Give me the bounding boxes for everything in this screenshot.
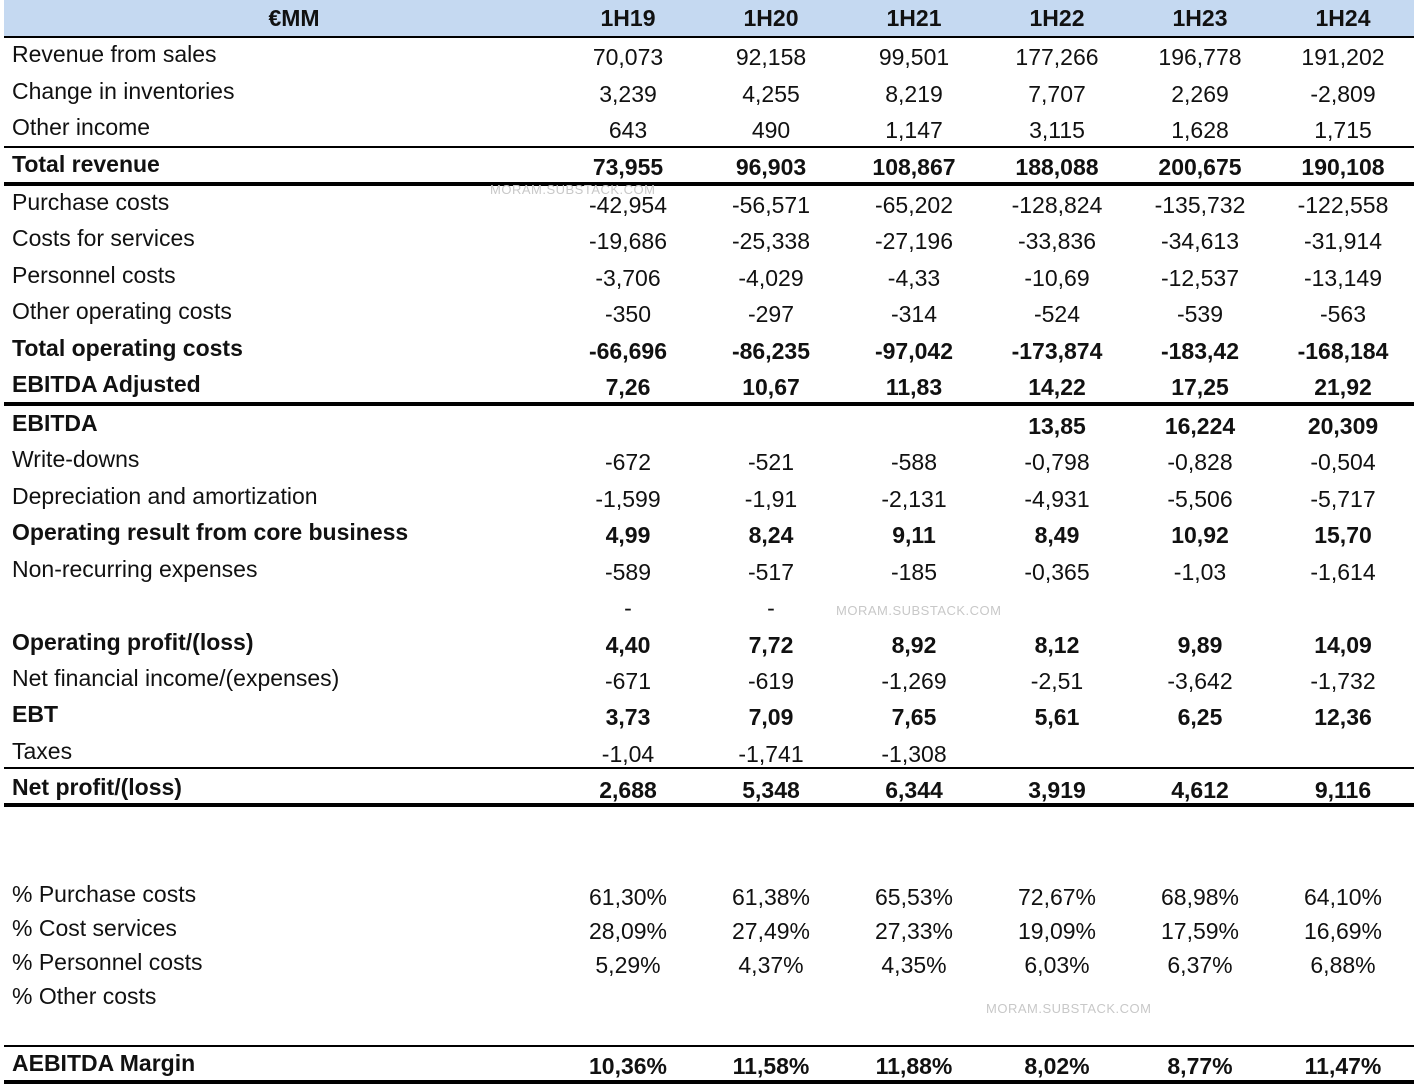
table-row-value: -0,798	[1024, 449, 1090, 475]
table-rule	[4, 803, 1414, 807]
table-row-value: -25,338	[731, 228, 810, 254]
period-header: 1H24	[1315, 5, 1371, 31]
table-row-value: 4,255	[742, 81, 800, 107]
table-row-value: -1,741	[738, 741, 804, 767]
margin-row-value: 10,36%	[588, 1053, 667, 1079]
table-row-value: -168,184	[1297, 338, 1389, 364]
margin-row-value: 11,88%	[875, 1053, 953, 1079]
table-row-label: Revenue from sales	[12, 41, 217, 67]
table-rule	[4, 767, 1414, 769]
table-row-value: 14,22	[1028, 374, 1086, 400]
table-row-label: Taxes	[12, 738, 73, 764]
table-row-value: -183,42	[1160, 338, 1239, 364]
table-row-value: 8,92	[891, 632, 937, 658]
table-row-value: -1,04	[601, 741, 655, 767]
table-row-value: -671	[604, 668, 652, 694]
table-row-value: 5,348	[742, 777, 800, 803]
ratio-row-value: 6,88%	[1310, 952, 1376, 978]
table-row-value: 5,61	[1034, 704, 1080, 730]
ratio-row-value: 6,37%	[1167, 952, 1233, 978]
ratio-row-value: 64,10%	[1303, 884, 1382, 910]
ratio-row-label: % Personnel costs	[12, 949, 203, 975]
table-row-value: 14,09	[1314, 632, 1372, 658]
table-row-label: Total operating costs	[12, 335, 243, 361]
table-row-value: -185	[890, 559, 938, 585]
table-row-value: -31,914	[1303, 228, 1382, 254]
ratio-row-value: 4,35%	[881, 952, 947, 978]
table-row-value: 3,919	[1028, 777, 1086, 803]
table-row-value: -65,202	[874, 192, 953, 218]
table-row-value: 200,675	[1158, 154, 1242, 180]
period-header: 1H20	[743, 5, 799, 31]
table-row-value: 2,688	[599, 777, 657, 803]
table-row-value: 17,25	[1171, 374, 1229, 400]
table-row-value: 490	[751, 117, 791, 143]
table-row-value: -0,365	[1024, 559, 1090, 585]
unit-header: €MM	[268, 5, 320, 31]
ratio-row-value: 17,59%	[1160, 918, 1239, 944]
table-row-label: Costs for services	[12, 225, 195, 251]
table-row-value: -66,696	[588, 338, 667, 364]
table-row-value: -350	[604, 301, 652, 327]
table-row-value: -97,042	[874, 338, 953, 364]
table-row-value: -563	[1319, 301, 1367, 327]
table-row-value: 3,115	[1029, 117, 1085, 143]
table-row-value: -3,706	[595, 265, 661, 291]
table-row-label: Purchase costs	[12, 189, 170, 215]
table-row-value: -1,269	[881, 668, 947, 694]
table-row-value: 8,24	[748, 522, 794, 548]
table-row-value: -34,613	[1160, 228, 1239, 254]
table-row-value: 7,65	[891, 704, 937, 730]
table-row-value: -128,824	[1011, 192, 1103, 218]
table-row-value: 6,344	[885, 777, 943, 803]
table-row-label: Operating profit/(loss)	[12, 629, 254, 655]
table-row-value: 9,116	[1314, 777, 1372, 803]
period-header: 1H23	[1172, 5, 1228, 31]
table-row-value: 9,89	[1177, 632, 1223, 658]
ratio-row-value: 72,67%	[1017, 884, 1096, 910]
table-row-value: 2,269	[1171, 81, 1229, 107]
ratio-row-value: 27,33%	[874, 918, 953, 944]
table-row-value: 10,67	[742, 374, 800, 400]
table-row-value: 3,239	[599, 81, 657, 107]
table-row-value: -517	[747, 559, 795, 585]
table-row-label: EBITDA Adjusted	[12, 371, 201, 397]
table-row-label: Other income	[12, 114, 151, 140]
table-row-value: -0,828	[1167, 449, 1233, 475]
table-row-value: 92,158	[735, 44, 807, 70]
table-row-label: Other operating costs	[12, 298, 232, 324]
margin-row-value: 8,02%	[1024, 1053, 1090, 1079]
ratio-row-value: 68,98%	[1160, 884, 1239, 910]
table-row-value: -588	[890, 449, 938, 475]
table-row-value: 8,49	[1034, 522, 1080, 548]
table-row-value: -5,717	[1310, 486, 1376, 512]
watermark: MORAM.SUBSTACK.COM	[490, 182, 656, 197]
table-row-value: 7,09	[748, 704, 794, 730]
table-rule	[4, 402, 1414, 406]
table-row-value: 196,778	[1158, 44, 1242, 70]
table-row-value: 1,628	[1171, 117, 1229, 143]
margin-row-value: 8,77%	[1167, 1053, 1233, 1079]
table-row-value: -2,131	[881, 486, 947, 512]
table-row-value: -1,03	[1173, 559, 1227, 585]
table-row-value: 70,073	[592, 44, 664, 70]
table-row-value: -	[767, 595, 775, 621]
margin-row-value: 11,58%	[732, 1053, 810, 1079]
table-row-label: Personnel costs	[12, 262, 176, 288]
table-row-value: -619	[747, 668, 795, 694]
table-row-value: 15,70	[1314, 522, 1372, 548]
table-row-value: -2,51	[1030, 668, 1084, 694]
table-row-value: 10,92	[1171, 522, 1229, 548]
table-row-label: Depreciation and amortization	[12, 483, 318, 509]
table-row-value: -297	[747, 301, 795, 327]
watermark: MORAM.SUBSTACK.COM	[836, 603, 1002, 618]
table-row-value: -1,91	[744, 486, 798, 512]
margin-row-value: 11,47%	[1304, 1053, 1382, 1079]
table-rule	[4, 1045, 1414, 1047]
table-rule	[4, 1080, 1414, 1084]
ratio-row-value: 5,29%	[595, 952, 661, 978]
table-row-value: -33,836	[1017, 228, 1096, 254]
table-row-value: -589	[604, 559, 652, 585]
table-row-value: 190,108	[1301, 154, 1385, 180]
ratio-row-value: 61,30%	[588, 884, 667, 910]
table-row-value: -86,235	[731, 338, 810, 364]
table-row-value: -1,732	[1310, 668, 1376, 694]
table-row-value: 108,867	[872, 154, 956, 180]
table-row-value: -4,029	[738, 265, 804, 291]
table-row-value: 21,92	[1314, 374, 1372, 400]
table-row-value: -1,599	[595, 486, 661, 512]
period-header: 1H21	[886, 5, 942, 31]
table-row-value: -0,504	[1310, 449, 1376, 475]
table-row-value: 20,309	[1307, 413, 1379, 439]
table-row-label: EBITDA	[12, 410, 98, 436]
table-row-value: 9,11	[892, 522, 936, 548]
ratio-row-value: 16,69%	[1303, 918, 1382, 944]
table-rule	[4, 182, 1414, 186]
table-row-value: 4,612	[1171, 777, 1229, 803]
table-row-value: 96,903	[735, 154, 807, 180]
table-rule	[4, 146, 1414, 148]
table-row-value: 8,12	[1034, 632, 1080, 658]
watermark: MORAM.SUBSTACK.COM	[986, 1001, 1152, 1016]
ratio-row-value: 6,03%	[1024, 952, 1090, 978]
ratio-row-label: % Purchase costs	[12, 881, 197, 907]
table-row-value: -	[624, 595, 632, 621]
table-row-value: 3,73	[605, 704, 651, 730]
table-row-value: 1,715	[1314, 117, 1372, 143]
table-row-value: 7,26	[605, 374, 651, 400]
table-row-value: 16,224	[1164, 413, 1236, 439]
table-row-value: -521	[747, 449, 795, 475]
header-row	[4, 0, 1414, 38]
ratio-row-value: 28,09%	[588, 918, 667, 944]
table-row-value: 13,85	[1028, 413, 1086, 439]
table-row-value: 177,266	[1015, 44, 1099, 70]
table-row-value: -173,874	[1011, 338, 1103, 364]
ratio-row-value: 19,09%	[1017, 918, 1096, 944]
table-row-value: -4,33	[887, 265, 941, 291]
table-row-label: Net profit/(loss)	[12, 774, 182, 800]
period-header: 1H22	[1029, 5, 1085, 31]
table-row-value: -27,196	[874, 228, 953, 254]
table-row-value: 4,40	[605, 632, 651, 658]
table-row-label: EBT	[12, 701, 58, 727]
table-row-label: Write-downs	[12, 446, 140, 472]
table-row-value: -12,537	[1160, 265, 1239, 291]
ratio-row-value: 27,49%	[731, 918, 810, 944]
ratio-row-label: % Other costs	[12, 983, 157, 1009]
table-row-value: -10,69	[1024, 265, 1090, 291]
table-row-value: -3,642	[1167, 668, 1233, 694]
table-row-value: -13,149	[1303, 265, 1382, 291]
table-row-value: -135,732	[1154, 192, 1246, 218]
table-row-value: -19,686	[588, 228, 667, 254]
table-row-value: 188,088	[1015, 154, 1099, 180]
table-row-value: -539	[1176, 301, 1224, 327]
table-row-label: Non-recurring expenses	[12, 556, 258, 582]
table-row-value: -1,614	[1310, 559, 1376, 585]
ratio-row-value: 65,53%	[874, 884, 953, 910]
margin-row-label: AEBITDA Margin	[12, 1050, 196, 1076]
table-row-label: Total revenue	[12, 151, 160, 177]
table-row-label: Operating result from core business	[12, 519, 409, 545]
table-row-value: -56,571	[731, 192, 810, 218]
table-row-value: -314	[890, 301, 938, 327]
table-row-value: 8,219	[885, 81, 943, 107]
table-row-value: -672	[604, 449, 652, 475]
table-row-label: Net financial income/(expenses)	[12, 665, 340, 691]
table-row-value: 73,955	[592, 154, 664, 180]
ratio-row-label: % Cost services	[12, 915, 177, 941]
table-row-value: -2,809	[1310, 81, 1376, 107]
table-row-value: 99,501	[878, 44, 950, 70]
table-row-value: -122,558	[1297, 192, 1389, 218]
ratio-row-value: 4,37%	[738, 952, 804, 978]
table-row-value: 7,72	[748, 632, 794, 658]
table-row-value: -5,506	[1167, 486, 1233, 512]
table-row-value: -1,308	[881, 741, 947, 767]
table-row-value: 1,147	[885, 117, 943, 143]
table-row-value: -4,931	[1024, 486, 1090, 512]
table-row-label: Change in inventories	[12, 78, 235, 104]
table-row-value: 11,83	[885, 374, 943, 400]
table-row-value: 4,99	[605, 522, 651, 548]
period-header: 1H19	[600, 5, 656, 31]
table-row-value: 6,25	[1177, 704, 1223, 730]
table-row-value: -524	[1033, 301, 1081, 327]
table-row-value: 191,202	[1301, 44, 1385, 70]
table-row-value: 643	[608, 117, 648, 143]
table-row-value: 7,707	[1028, 81, 1086, 107]
table-row-value: -42,954	[588, 192, 667, 218]
table-row-value: 12,36	[1314, 704, 1372, 730]
ratio-row-value: 61,38%	[731, 884, 810, 910]
